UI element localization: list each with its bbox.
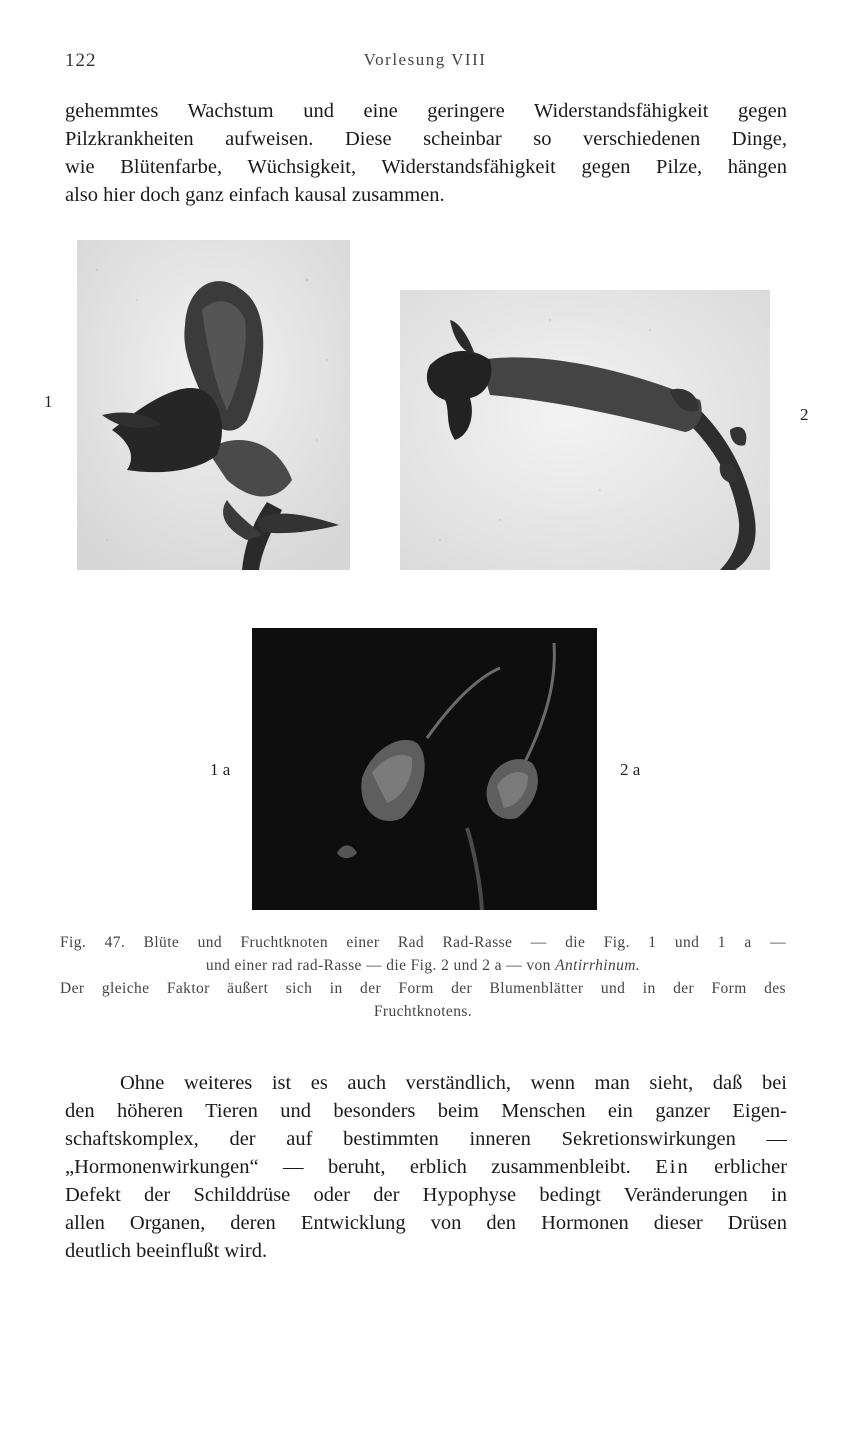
figure-label-1: 1 (44, 392, 53, 411)
caption-line: Fig. 47. Blüte und Fruchtknoten einer Rad Rad-Rasse — die Fig. 1 und 1 a — (60, 934, 786, 951)
text-line: den höheren Tieren und besonders beim Menschen ein ganzer Eigen- (65, 1100, 787, 1122)
running-title: Vorlesung VIII (363, 50, 487, 69)
text-line: schaftskomplex, der auf bestimmten inneren Sekretionswirkungen — (65, 1128, 787, 1150)
text-line: deutlich beeinflußt wird. (65, 1240, 268, 1262)
caption-line: Der gleiche Faktor äußert sich in der Form der Blumenblätter und in der Form des (60, 980, 786, 997)
photo-fig-2 (400, 290, 770, 570)
text-segment: „Hormonenwirkungen“ — beruht, erblich zusammenbleibt. (65, 1156, 631, 1178)
text-line: allen Organen, deren Entwicklung von den Hormonen dieser Drüsen (65, 1212, 787, 1234)
caption-text: und einer rad rad-Rasse — die Fig. 2 und 2 a — von (205, 957, 556, 974)
text-line: wie Blütenfarbe, Wüchsigkeit, Widerstandsfähigkeit gegen Pilze, hängen (65, 156, 787, 178)
text-line: also hier doch ganz einfach kausal zusammen. (65, 184, 445, 206)
text-line (65, 1153, 787, 1181)
figure-label-1a: 1 a (210, 760, 231, 779)
text-line: gehemmtes Wachstum und eine geringere Widerstandsfähigkeit gegen (65, 100, 787, 122)
page-number: 122 (65, 50, 97, 71)
figure-label-2a: 2 a (620, 760, 641, 779)
figure-caption (60, 931, 786, 1023)
spaced-word: Ein (655, 1156, 690, 1178)
figure-label-2: 2 (800, 405, 809, 424)
caption-line-2 (60, 954, 786, 977)
text-line: Defekt der Schilddrüse oder der Hypophyse bedingt Veränderungen in (65, 1184, 787, 1206)
text-segment: erblicher (689, 1156, 787, 1178)
caption-line: Fruchtknotens. (373, 1003, 473, 1020)
photo-fig-1a-2a (252, 628, 597, 910)
text-line: Ohne weiteres ist es auch verständlich, wenn man sieht, daß bei (120, 1072, 787, 1094)
text-line: Pilzkrankheiten aufweisen. Diese scheinbar so verschiedenen Dinge, (65, 128, 787, 150)
caption-genus: Antirrhinum. (555, 957, 641, 974)
top-paragraph (65, 97, 787, 209)
photo-fig-1 (77, 240, 350, 570)
bottom-paragraph (65, 1069, 787, 1265)
